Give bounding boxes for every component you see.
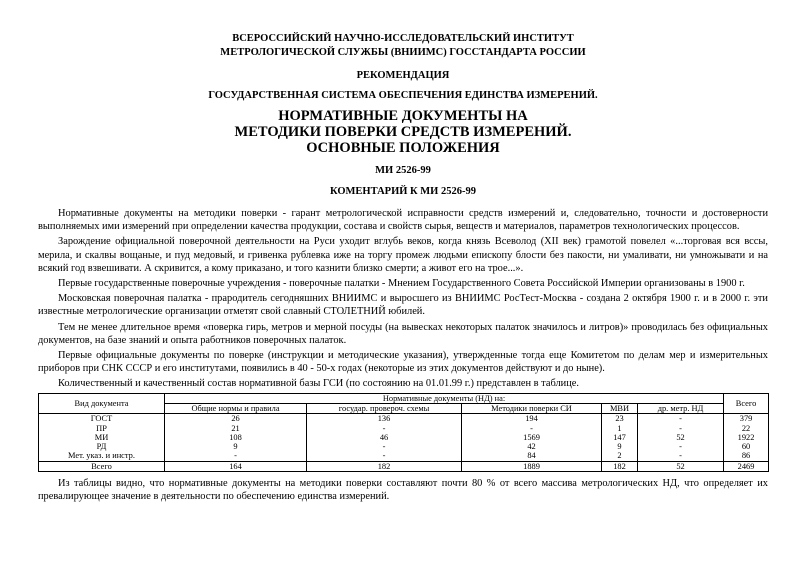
institute-line-2: МЕТРОЛОГИЧЕСКОЙ СЛУЖБЫ (ВНИИМС) ГОССТАНДАРТА РОССИИ bbox=[220, 47, 586, 58]
cell: МИ bbox=[39, 433, 165, 442]
institute-header bbox=[38, 32, 768, 60]
cell: - bbox=[638, 414, 724, 424]
table-total-row bbox=[39, 461, 769, 471]
cell: Всего bbox=[39, 461, 165, 471]
cell: - bbox=[638, 424, 724, 433]
cell: 182 bbox=[602, 461, 638, 471]
title-line-3: ОСНОВНЫЕ ПОЛОЖЕНИЯ bbox=[306, 140, 500, 156]
cell: 379 bbox=[724, 414, 769, 424]
header-group: Нормативные документы (НД) на: bbox=[165, 393, 724, 403]
cell: 52 bbox=[638, 433, 724, 442]
cell: 108 bbox=[165, 433, 307, 442]
cell: 23 bbox=[602, 414, 638, 424]
cell: 22 bbox=[724, 424, 769, 433]
cell: 46 bbox=[307, 433, 462, 442]
cell: 164 bbox=[165, 461, 307, 471]
header-total: Всего bbox=[724, 393, 769, 414]
cell: 136 bbox=[307, 414, 462, 424]
subheader: государ. провероч. схемы bbox=[307, 403, 462, 413]
cell: Мет. указ. и инстр. bbox=[39, 451, 165, 461]
table-row bbox=[39, 433, 769, 442]
cell: - bbox=[307, 424, 462, 433]
cell: - bbox=[307, 451, 462, 461]
cell: 182 bbox=[307, 461, 462, 471]
cell: - bbox=[638, 442, 724, 451]
cell: 1 bbox=[602, 424, 638, 433]
cell: 1569 bbox=[462, 433, 602, 442]
system-title: ГОСУДАРСТВЕННАЯ СИСТЕМА ОБЕСПЕЧЕНИЯ ЕДИНСТВА ИЗМЕРЕНИЙ. bbox=[208, 90, 598, 101]
table-row bbox=[39, 424, 769, 433]
commentary-heading: КОМЕНТАРИЙ К МИ 2526-99 bbox=[330, 186, 476, 197]
cell: 60 bbox=[724, 442, 769, 451]
cell: ГОСТ bbox=[39, 414, 165, 424]
table-row bbox=[39, 451, 769, 461]
cell: 86 bbox=[724, 451, 769, 461]
cell: 21 bbox=[165, 424, 307, 433]
body-text bbox=[38, 207, 768, 391]
paragraph: Московская поверочная палатка - прародитель сегодняшних ВНИИМС и выросшего из ВНИИМС РосТест-Москва - создана 2 октября 1900 г. и в 2000 г. эти известные метрологические организации отметят свой славный СТОЛЕТНИЙ юбилей. bbox=[38, 293, 768, 318]
cell: 9 bbox=[165, 442, 307, 451]
cell: - bbox=[307, 442, 462, 451]
cell: 9 bbox=[602, 442, 638, 451]
cell: 2469 bbox=[724, 461, 769, 471]
institute-line-1: ВСЕРОССИЙСКИЙ НАУЧНО-ИССЛЕДОВАТЕЛЬСКИЙ ИНСТИТУТ bbox=[232, 33, 574, 44]
cell: 42 bbox=[462, 442, 602, 451]
title-line-2: МЕТОДИКИ ПОВЕРКИ СРЕДСТВ ИЗМЕРЕНИЙ. bbox=[234, 124, 572, 140]
recommendation-label: РЕКОМЕНДАЦИЯ bbox=[356, 70, 450, 81]
cell: 2 bbox=[602, 451, 638, 461]
table-row bbox=[39, 414, 769, 424]
cell: ПР bbox=[39, 424, 165, 433]
paragraph: Зарождение официальной поверочной деятельности на Руси уходит вглубь веков, когда князь Всеволод (XII век) грамотой повелел «...торговая вся вссы, мерила, и скалвы вощаные, и пуд медовый, и гривенка рублевка иже на торгу промеж людьми епископу блости без пакости, ни умаливати, ни умножывати и на всякий год взвешивати. А скривится, а кому приказано, и того казнити близко смерти; а живот его на трое...». bbox=[38, 236, 768, 274]
paragraph: Из таблицы видно, что нормативные документы на методики поверки составляют почти 80 % от всего массива метрологических НД, что определяет их превалирующее значение в деятельности по обеспечению единства измерений. bbox=[38, 478, 768, 503]
cell: 194 bbox=[462, 414, 602, 424]
cell: 26 bbox=[165, 414, 307, 424]
cell: - bbox=[638, 451, 724, 461]
paragraph: Первые государственные поверочные учреждения - поверочные палатки - Мнением Государственного Совета Российской Империи организованы в 1900 г. bbox=[58, 278, 745, 290]
paragraph: Нормативные документы на методики поверки - гарант метрологической исправности средств измерений и, следовательно, точности и достоверности выполняемых ими измерений при определении качества продукции, состава и свойств сырья, веществ и материалов, параметров технологических процессов. bbox=[38, 208, 768, 233]
document-number: МИ 2526-99 bbox=[375, 165, 431, 176]
paragraph: Тем не менее длительное время «поверка гирь, метров и мерной посуды (на вывесках некоторых палаток значилось и литров)» проводилась без официальных документов, на базе знаний и опыта работников поверочных палаток. bbox=[38, 321, 768, 346]
subheader: МВИ bbox=[602, 403, 638, 413]
header-doc-type: Вид документа bbox=[39, 393, 165, 414]
title-line-1: НОРМАТИВНЫЕ ДОКУМЕНТЫ НА bbox=[278, 108, 528, 124]
subheader: Методики поверки СИ bbox=[462, 403, 602, 413]
document-title bbox=[38, 108, 768, 156]
subheader: др. метр. НД bbox=[638, 403, 724, 413]
table-row bbox=[39, 442, 769, 451]
cell: 1889 bbox=[462, 461, 602, 471]
paragraph: Количественный и качественный состав нормативной базы ГСИ (по состоянию на 01.01.99 г.) представлен в таблице. bbox=[58, 378, 579, 390]
nd-statistics-table bbox=[38, 393, 769, 472]
subheader: Общие нормы и правила bbox=[165, 403, 307, 413]
conclusion-text bbox=[38, 477, 768, 503]
document-page bbox=[38, 32, 768, 503]
cell: 52 bbox=[638, 461, 724, 471]
cell: - bbox=[165, 451, 307, 461]
cell: 84 bbox=[462, 451, 602, 461]
cell: 147 bbox=[602, 433, 638, 442]
cell: - bbox=[462, 424, 602, 433]
paragraph: Первые официальные документы по поверке (инструкции и методические указания), утвержденные тогда еще Комитетом по делам мер и измерительных приборов при СНК СССР и его институтами, появились в 40 - 50-х годах (некоторые из этих документов действуют и до ныне). bbox=[38, 350, 768, 375]
cell: РД bbox=[39, 442, 165, 451]
cell: 1922 bbox=[724, 433, 769, 442]
